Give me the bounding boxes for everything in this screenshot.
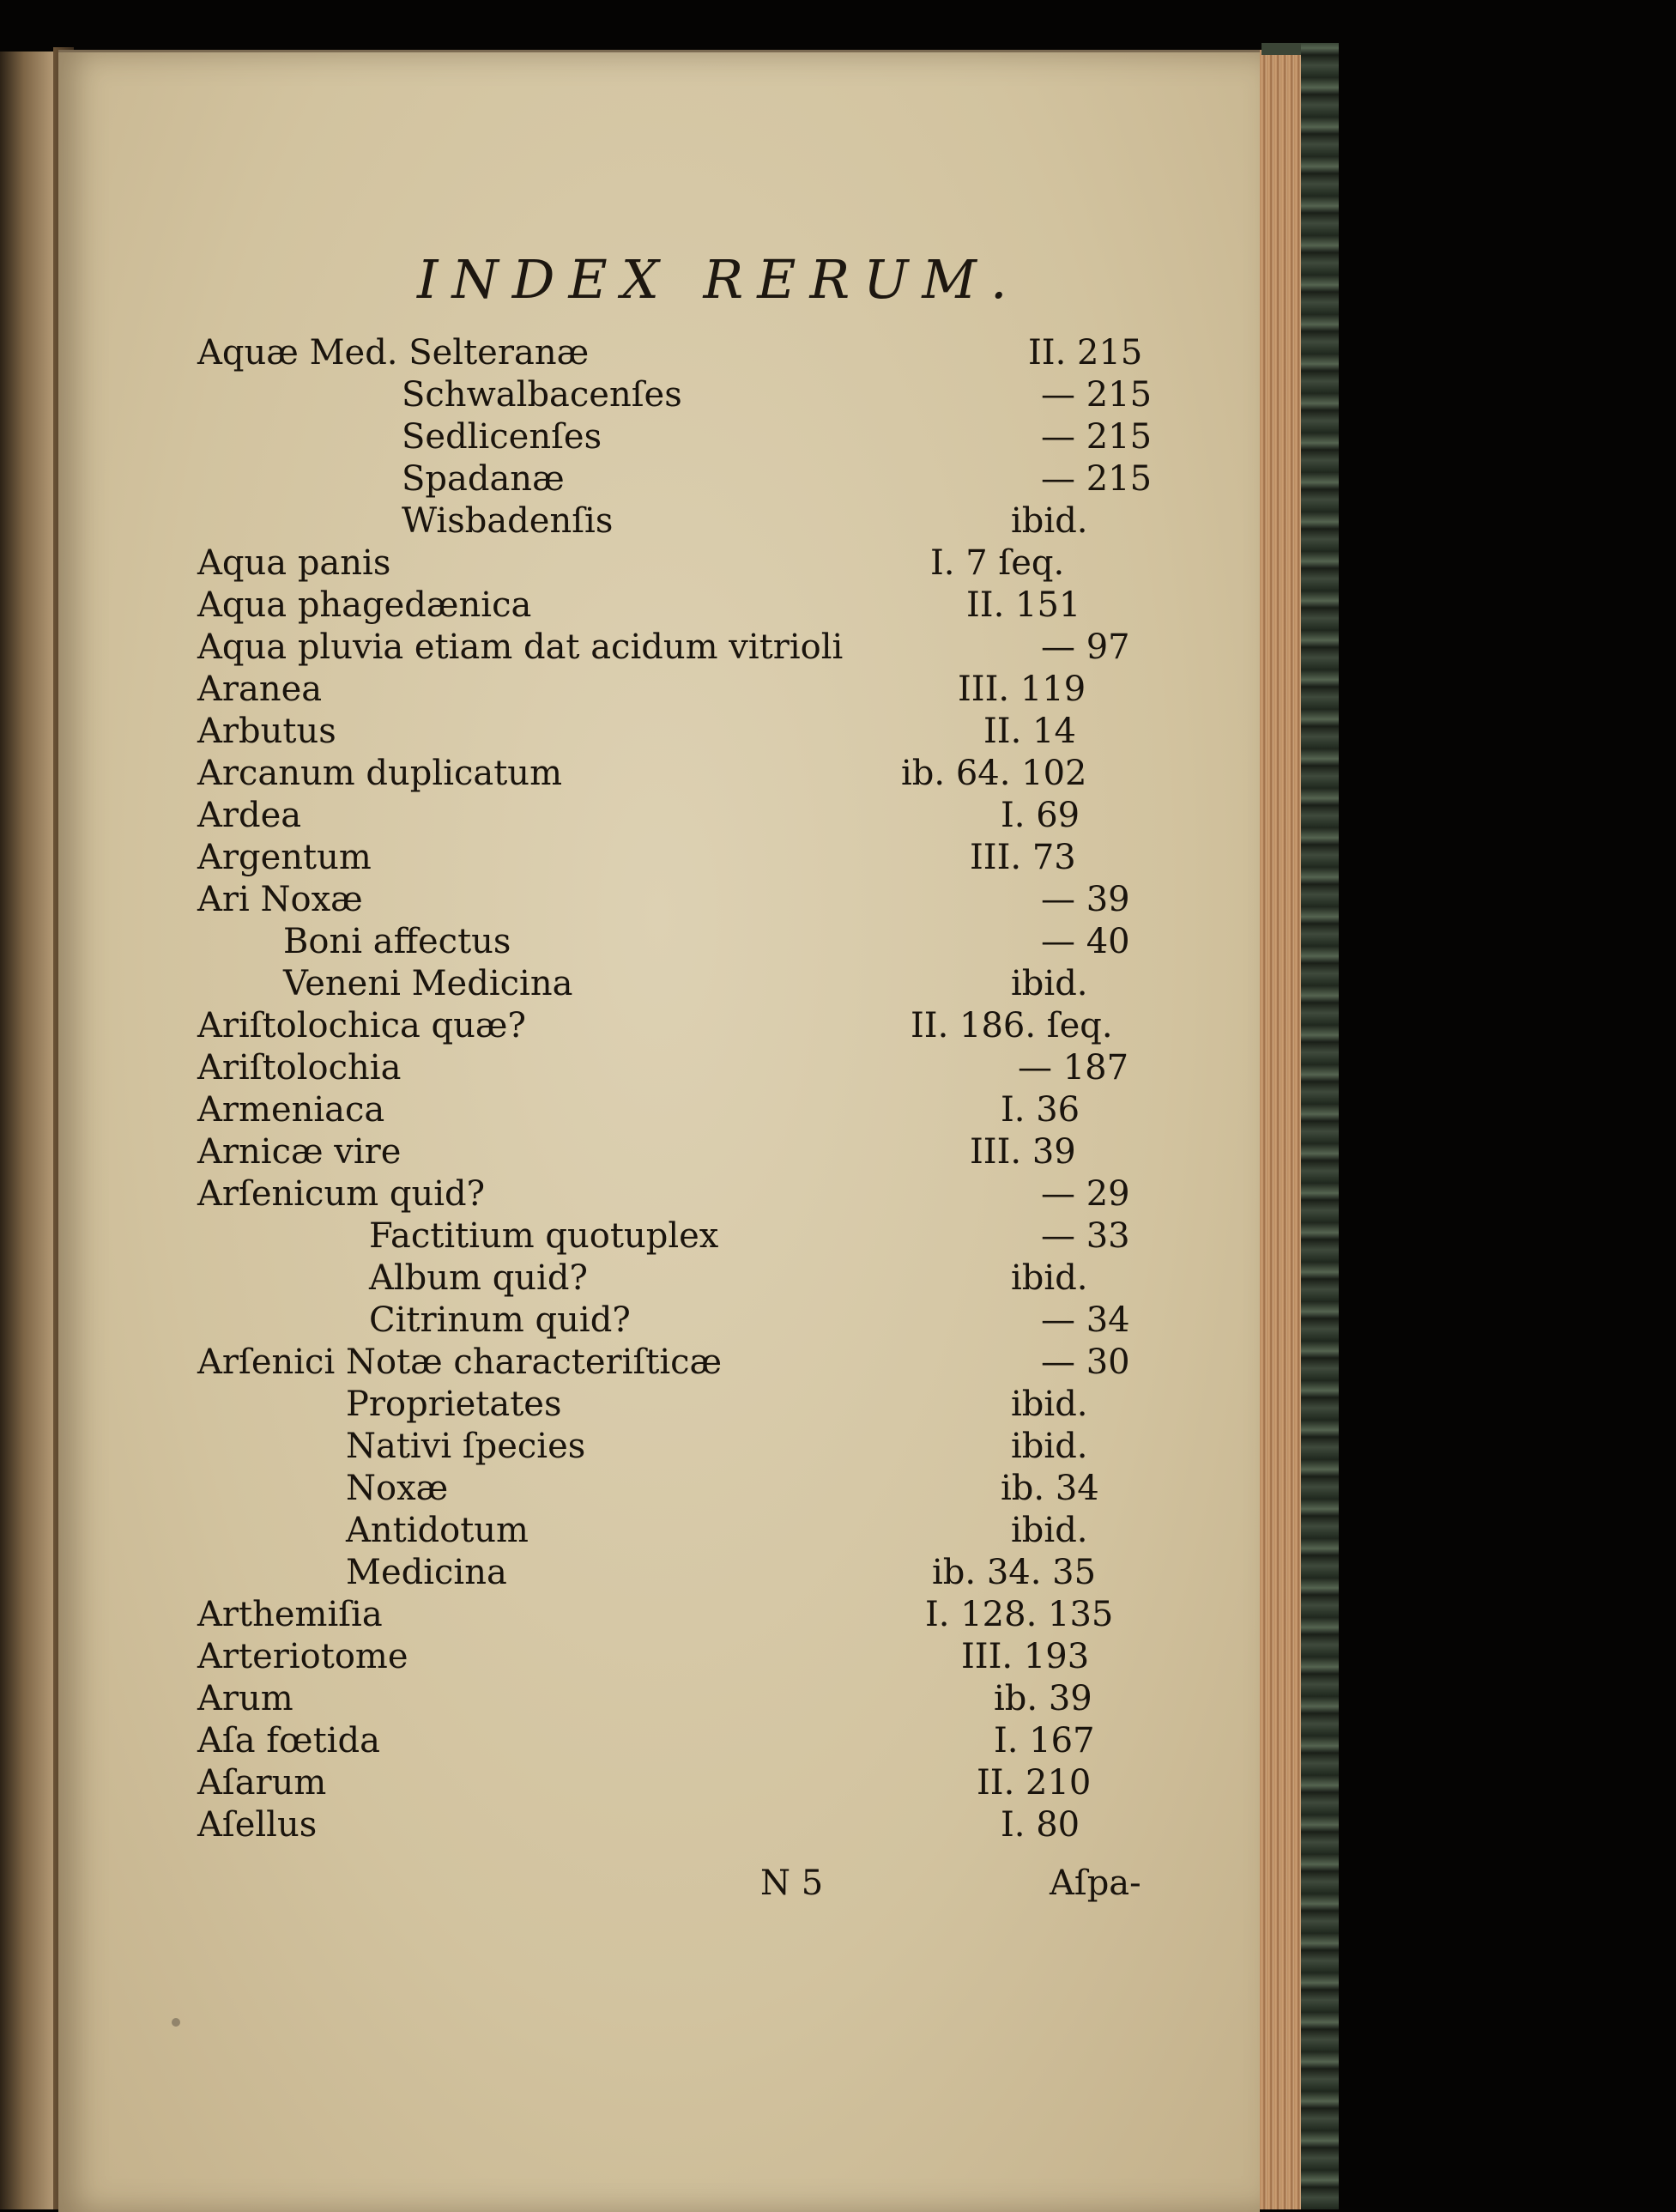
index-entry	[58, 1342, 1260, 1383]
entry-term: Wisbadenſis	[402, 501, 614, 541]
entry-reference: ib. 34	[1001, 1469, 1099, 1508]
index-entry	[58, 1468, 1260, 1509]
index-entry	[58, 1762, 1260, 1803]
entry-term: Arnicæ vire	[197, 1132, 402, 1172]
index-entry	[58, 669, 1260, 710]
entry-term: Arum	[197, 1679, 293, 1718]
entry-term: Citrinum quid?	[369, 1300, 631, 1340]
entry-term: Album quid?	[369, 1258, 588, 1298]
entry-reference: — 30	[1041, 1342, 1130, 1382]
book-cover	[1301, 43, 1339, 2209]
index-entry	[58, 1678, 1260, 1719]
entry-term: Medicina	[346, 1553, 507, 1592]
entry-term: Aſellus	[197, 1805, 318, 1845]
entry-term: Antidotum	[346, 1511, 529, 1550]
index-entry	[58, 500, 1260, 542]
entry-reference: — 40	[1041, 922, 1130, 961]
entry-reference: — 215	[1041, 459, 1153, 499]
entry-term: Proprietates	[346, 1385, 562, 1424]
entry-term: Ardea	[197, 796, 302, 835]
entry-reference: I. 80	[1001, 1805, 1080, 1845]
entry-reference: III. 39	[970, 1132, 1076, 1172]
index-entry	[58, 1089, 1260, 1130]
entry-term: Aſarum	[197, 1763, 327, 1803]
entry-term: Aqua pluvia etiam dat acidum vitrioli	[197, 627, 844, 667]
entry-reference: — 34	[1041, 1300, 1130, 1340]
entry-term: Boni affectus	[283, 922, 511, 961]
entry-reference: II. 186. ſeq.	[911, 1006, 1113, 1045]
entry-reference: III. 193	[961, 1637, 1090, 1676]
catchword: Aſpa-	[1050, 1864, 1141, 1903]
index-entry	[58, 585, 1260, 626]
index-entry	[58, 1258, 1260, 1299]
entry-term: Arſenicum quid?	[197, 1174, 486, 1214]
book-page	[58, 50, 1260, 2212]
entry-reference: — 33	[1041, 1216, 1130, 1256]
paper-speck	[172, 2018, 180, 2027]
entry-reference: ib. 34. 35	[932, 1553, 1097, 1592]
entry-reference: — 29	[1041, 1174, 1130, 1214]
signature-mark: N 5	[760, 1864, 824, 1903]
index-entry	[58, 627, 1260, 668]
entry-term: Factitium quotuplex	[369, 1216, 719, 1256]
index-entry	[58, 1173, 1260, 1215]
entry-term: Aſa fœtida	[197, 1721, 380, 1761]
index-entry	[58, 1720, 1260, 1761]
index-entry	[58, 837, 1260, 878]
index-entry	[58, 1300, 1260, 1341]
index-entry	[58, 1131, 1260, 1173]
index-entry	[58, 1047, 1260, 1088]
page-edges	[1260, 50, 1303, 2209]
entry-term: Noxæ	[346, 1469, 449, 1508]
entry-reference: I. 69	[1001, 796, 1080, 835]
entry-reference: ibid.	[1011, 964, 1088, 1003]
entry-reference: I. 7 ſeq.	[930, 543, 1065, 583]
index-entry	[58, 1384, 1260, 1425]
index-entry	[58, 795, 1260, 836]
entry-reference: II. 14	[983, 712, 1076, 751]
entry-reference: ibid.	[1011, 1385, 1088, 1424]
index-entry	[58, 1552, 1260, 1593]
entry-reference: ibid.	[1011, 1427, 1088, 1466]
entry-reference: ib. 64. 102	[901, 754, 1087, 793]
entry-term: Ariſtolochica quæ?	[197, 1006, 526, 1045]
entry-reference: I. 36	[1001, 1090, 1080, 1130]
index-entry	[58, 542, 1260, 584]
entry-term: Arbutus	[197, 712, 336, 751]
page-title: INDEX RERUM.	[417, 248, 1021, 311]
entry-term: Arteriotome	[197, 1637, 408, 1676]
entry-reference: — 215	[1041, 417, 1153, 457]
index-entry	[58, 1804, 1260, 1845]
entry-reference: I. 167	[994, 1721, 1095, 1761]
previous-page-edge	[0, 52, 53, 2209]
entry-term: Ariſtolochia	[197, 1048, 402, 1088]
entry-term: Aranea	[197, 670, 323, 709]
entry-reference: II. 151	[966, 585, 1081, 625]
entry-reference: — 187	[1018, 1048, 1129, 1088]
entry-reference: I. 128. 135	[925, 1595, 1114, 1634]
index-entry	[58, 921, 1260, 962]
index-entry	[58, 416, 1260, 458]
entry-term: Arſenici Notæ characteriſticæ	[197, 1342, 723, 1382]
entry-reference: III. 119	[958, 670, 1086, 709]
index-entry	[58, 1426, 1260, 1467]
entry-term: Schwalbacenſes	[402, 375, 682, 415]
entry-reference: — 39	[1041, 880, 1130, 919]
entry-reference: II. 210	[977, 1763, 1092, 1803]
entry-term: Arcanum duplicatum	[197, 754, 562, 793]
index-entry	[58, 879, 1260, 920]
entry-term: Veneni Medicina	[283, 964, 573, 1003]
entry-term: Argentum	[197, 838, 372, 877]
entry-term: Ari Noxæ	[197, 880, 363, 919]
index-entry	[58, 711, 1260, 752]
entry-term: Arthemiſia	[197, 1595, 383, 1634]
index-entry	[58, 332, 1260, 373]
entry-reference: ibid.	[1011, 1511, 1088, 1550]
index-entry	[58, 963, 1260, 1004]
entry-term: Armeniaca	[197, 1090, 385, 1130]
index-entry	[58, 1005, 1260, 1046]
index-entry	[58, 458, 1260, 500]
entry-reference: — 215	[1041, 375, 1153, 415]
entry-reference: ibid.	[1011, 1258, 1088, 1298]
entry-reference: ibid.	[1011, 501, 1088, 541]
entry-term: Aquæ Med. Selteranæ	[197, 333, 590, 373]
entry-reference: ib. 39	[994, 1679, 1092, 1718]
entry-term: Spadanæ	[402, 459, 565, 499]
index-entry	[58, 1215, 1260, 1257]
entry-term: Sedlicenſes	[402, 417, 602, 457]
index-entry	[58, 374, 1260, 415]
index-entry	[58, 1636, 1260, 1677]
entry-reference: II. 215	[1028, 333, 1143, 373]
entry-term: Aqua panis	[197, 543, 391, 583]
entry-reference: III. 73	[970, 838, 1076, 877]
entry-reference: — 97	[1041, 627, 1130, 667]
index-entry	[58, 1510, 1260, 1551]
entry-term: Aqua phagedænica	[197, 585, 532, 625]
index-entry	[58, 753, 1260, 794]
entry-term: Nativi ſpecies	[346, 1427, 586, 1466]
index-entry	[58, 1594, 1260, 1635]
